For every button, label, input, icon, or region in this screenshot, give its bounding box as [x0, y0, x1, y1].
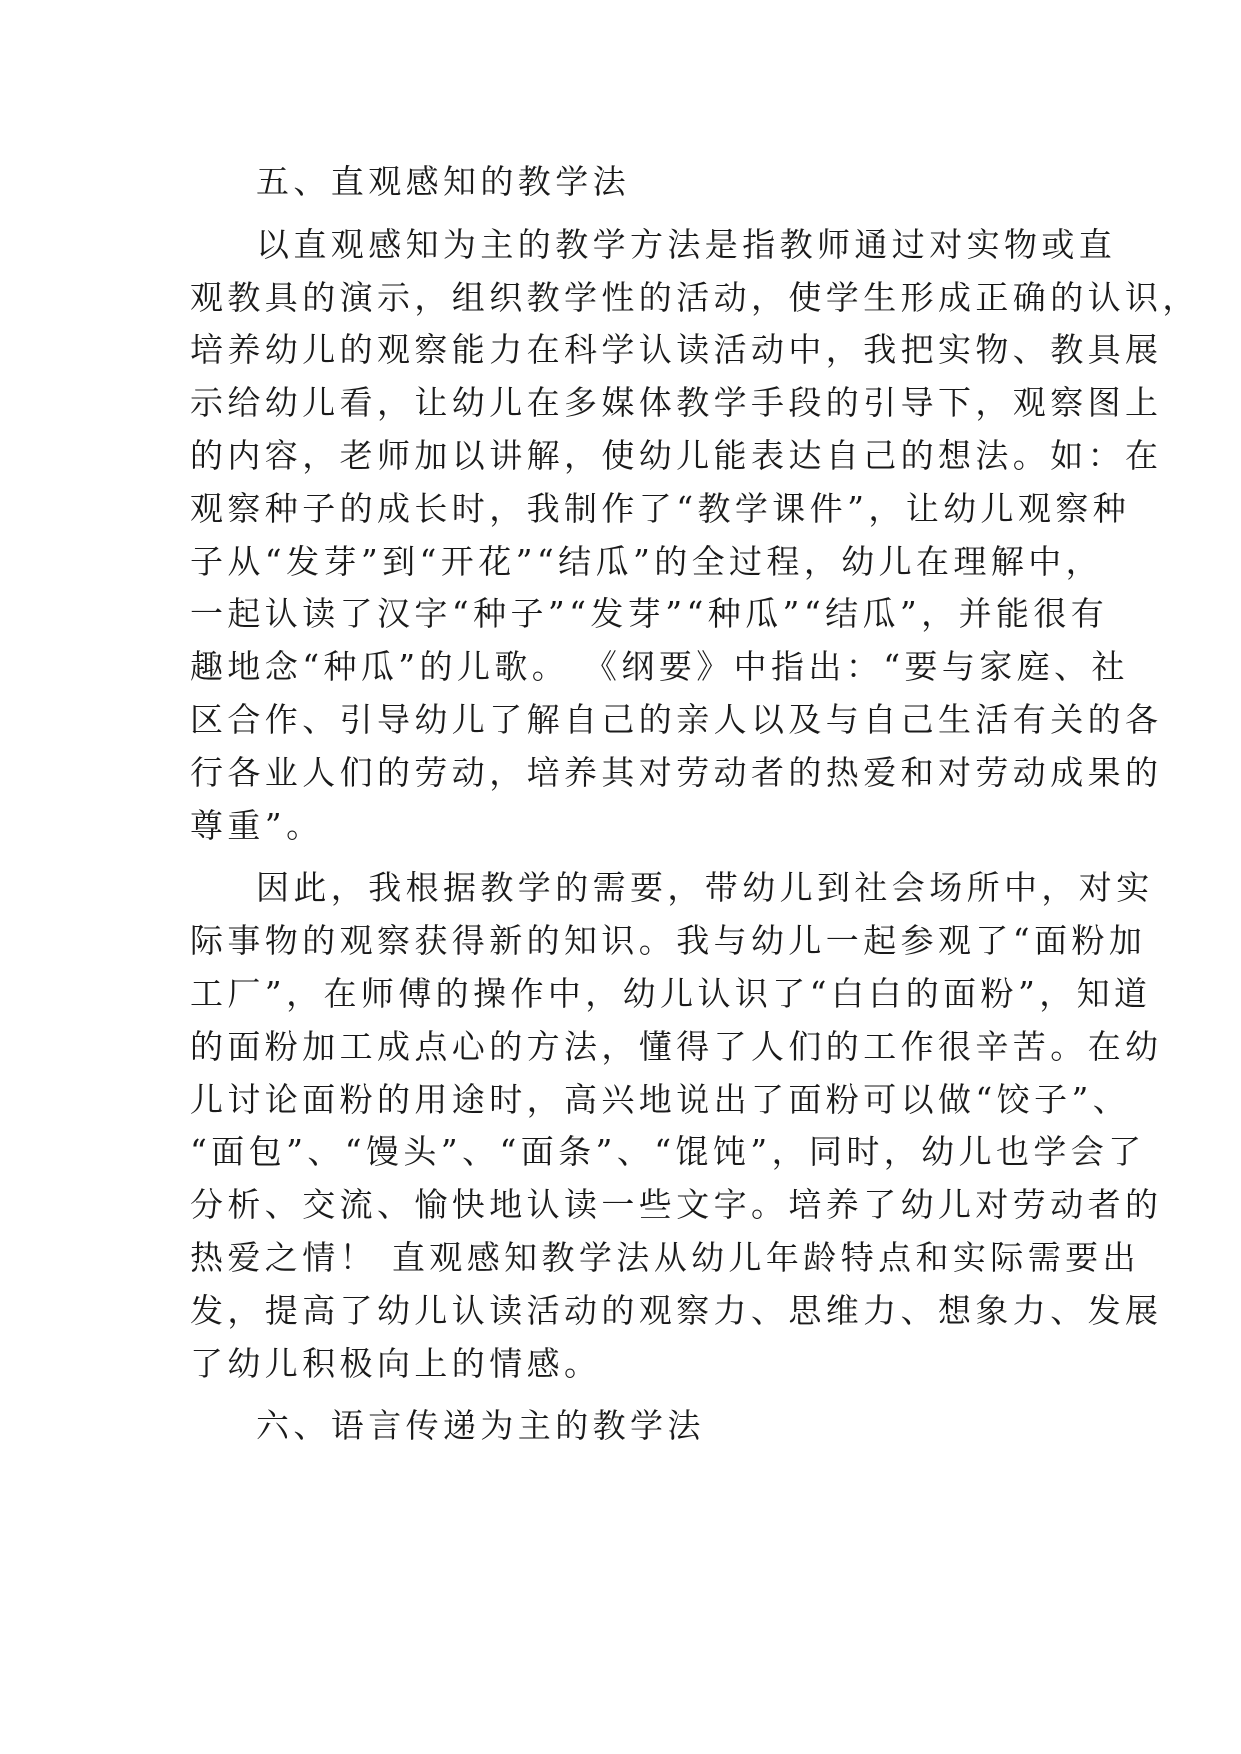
paragraph-line: 趣地念“种瓜”的儿歌。 《纲要》中指出：“要与家庭、社 [190, 647, 1129, 687]
paragraph-line: 示给幼儿看，让幼儿在多媒体教学手段的引导下，观察图上 [190, 383, 1163, 423]
paragraph-line: 发，提高了幼儿认读活动的观察力、思维力、想象力、发展 [190, 1290, 1163, 1330]
paragraph-line: 的内容，老师加以讲解，使幼儿能表达自己的想法。如：在 [190, 435, 1163, 475]
paragraph-line: 子从“发芽”到“开花”“结瓜”的全过程，幼儿在理解中， [190, 541, 1104, 581]
paragraph-line: 分析、交流、愉快地认读一些文字。培养了幼儿对劳动者的 [190, 1185, 1163, 1225]
paragraph-line: 儿讨论面粉的用途时，高兴地说出了面粉可以做“饺子”、 [190, 1079, 1131, 1119]
paragraph-line: 热爱之情！ 直观感知教学法从幼儿年龄特点和实际需要出 [190, 1237, 1140, 1277]
paragraph-line: 尊重”。 [190, 805, 324, 845]
paragraph-line: 际事物的观察获得新的知识。我与幼儿一起参观了“面粉加 [190, 921, 1147, 961]
paragraph-line: 因此，我根据教学的需要，带幼儿到社会场所中，对实 [256, 868, 1154, 908]
paragraph-line: 的面粉加工成点心的方法，懂得了人们的工作很辛苦。在幼 [190, 1026, 1163, 1066]
section-heading-6: 六、语言传递为主的教学法 [256, 1406, 705, 1446]
document-body [190, 156, 1200, 1463]
paragraph-intuitive-teaching [190, 219, 1200, 853]
paragraph-line: “面包”、“馒头”、“面条”、“馄饨”，同时，幼儿也学会了 [190, 1132, 1146, 1172]
paragraph-line: 行各业人们的劳动，培养其对劳动者的热爱和对劳动成果的 [190, 752, 1163, 792]
paragraph-line: 观察种子的成长时，我制作了“教学课件”，让幼儿观察种 [190, 488, 1131, 528]
paragraph-line: 一起认读了汉字“种子”“发芽”“种瓜”“结瓜”，并能很有 [190, 594, 1109, 634]
paragraph-line: 区合作、引导幼儿了解自己的亲人以及与自己生活有关的各 [190, 699, 1163, 739]
paragraph-line: 了幼儿积极向上的情感。 [190, 1343, 602, 1383]
paragraph-field-visit [190, 862, 1163, 1390]
paragraph-line: 以直观感知为主的教学方法是指教师通过对实物或直 [256, 224, 1117, 264]
section-heading-5: 五、直观感知的教学法 [256, 162, 630, 201]
paragraph-line: 观教具的演示，组织教学性的活动，使学生形成正确的认识， [190, 277, 1200, 317]
paragraph-line: 培养幼儿的观察能力在科学认读活动中，我把实物、教具展 [190, 330, 1163, 370]
paragraph-line: 工厂”，在师傅的操作中，幼儿认识了“白白的面粉”，知道 [190, 973, 1152, 1013]
